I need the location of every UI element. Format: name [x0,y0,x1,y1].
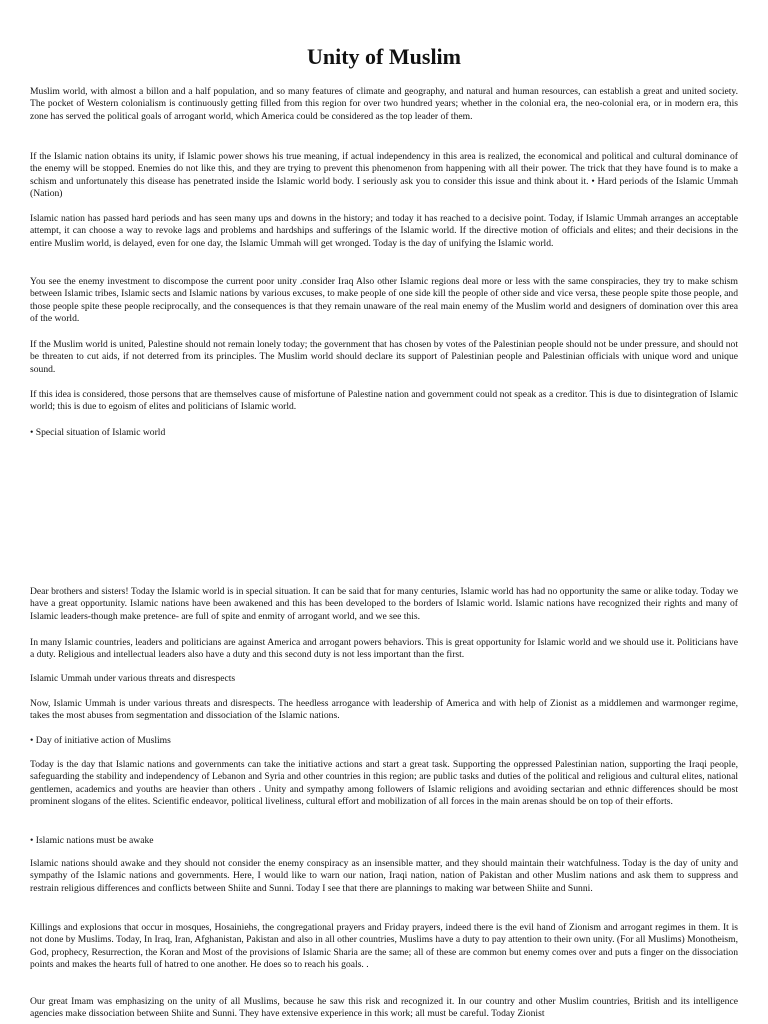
section-heading-special-situation: • Special situation of Islamic world [30,427,166,438]
paragraph-6: If this idea is considered, those persons that are themselves cause of misfortune of Palestine nation and government could not speak as a creditor. This is due to disintegration of Islamic world; this is due to egoism of elites and politicians of Islamic world. [30,389,738,413]
section-heading-initiative: • Day of initiative action of Muslims [30,735,171,746]
paragraph-4: You see the enemy investment to discompose the current poor unity .consider Iraq Also other Islamic regions deal more or less with the same conspiracies, they try to make schism between Islamic tribes, Islamic sects and Islamic nations by various excuses, to make people of one side kill the people of other side and vice versa, these people spite those people, and those people spite these people reciprocally, and the consequences is that they remain unaware of the real main enemy of the Muslim world and designers of domination over this area of the world. [30,276,738,325]
paragraph-1: Muslim world, with almost a billon and a half population, and so many features of climate and geography, and natural and human resources, can establish a great and united society. The pocket of Western colonialism is continuously getting filled from this region for over two hundred years; whether in the colonial era, the neo-colonial era, or in modern era, this zone has served the political goals of arrogant world, which America could be considered as the top leader of them. [30,86,738,122]
paragraph-5: If the Muslim world is united, Palestine should not remain lonely today; the government that has chosen by votes of the Palestinian people should not be under pressure, and should not be threaten to cut aids, if not deterred from its principles. The Muslim world should declare its support of Palestinian people and Palestinian officials with unique word and unique sound. [30,339,738,375]
section-heading-threats: Islamic Ummah under various threats and disrespects [30,673,236,684]
paragraph-3: Islamic nation has passed hard periods and has seen many ups and downs in the history; and today it has reached to a decisive point. Today, if Islamic Ummah arranges an acceptable attempt, it can choose a way to revoke lags and problems and hardships and sufferings of the Islamic world. If the directive motion of officials and elites; and their decisions in the entire Muslim world, is delayed, even for one day, the Islamic Ummah will get wronged. Today is the day of unifying the Islamic world. [30,213,738,249]
document-title: Unity of Muslim [307,44,461,69]
paragraph-2: If the Islamic nation obtains its unity, if Islamic power shows his true meaning, if actual independency in this area is realized, the economical and political and cultural dominance of the enemy will be stopped. Enemies do not like this, and they are trying to prevent this phenomenon from happening with all their power. The trick that they have found is to make a schism and unfortunately this disease has penetrated inside the Islamic world body. I seriously ask you to consider this issue and think about it. • Hard periods of the Islamic Ummah (Nation) [30,151,738,200]
paragraph-9: Now, Islamic Ummah is under various threats and disrespects. The heedless arrogance with leadership of America and with help of Zionist as a middlemen and warmonger regime, takes the most abuses from segmentation and dissociation of the Islamic nations. [30,698,738,722]
paragraph-8: In many Islamic countries, leaders and politicians are against America and arrogant powers behaviors. This is great opportunity for Islamic world and we should use it. Politicians have a duty. Religious and intellectual leaders also have a duty and this second duty is not less important than the first. [30,637,738,661]
paragraph-10: Today is the day that Islamic nations and governments can take the initiative actions and start a great task. Supporting the oppressed Palestinian nation, supporting the Iraqi people, safeguarding the stability and independency of Lebanon and Syria and other countries in this region; are public tasks and duties of the political and religious and cultural elites, national gentlemen, academics and youths are heavier than others . Unity and sympathy among followers of Islamic religions and avoiding sectarian and ethnic differences should be most prominent slogans of the elites. Scientific endeavor, political liveliness, cultural effort and mobilization of all forces in the main arenas should be on top of their efforts. [30,759,738,808]
paragraph-13: Our great Imam was emphasizing on the unity of all Muslims, because he saw this risk and recognized it. In our country and other Muslim countries, British and its intelligence agencies make dissociation between Shiite and Sunni. They have extensive experience in this work; all must be careful. Today Zionist [30,996,738,1020]
paragraph-7: Dear brothers and sisters! Today the Islamic world is in special situation. It can be said that for many centuries, Islamic world has had no opportunity the same or alike today. Today we have a great opportunity. Islamic nations have been awakened and this has been developed to the borders of Islamic world. Islamic nations have recognized their rights and many of Islamic leaders-though make pretence- are full of spite and enmity of arrogant world, and we see this. [30,586,738,622]
section-heading-awake: • Islamic nations must be awake [30,835,154,846]
paragraph-11: Islamic nations should awake and they should not consider the enemy conspiracy as an insensible matter, and they should maintain their watchfulness. Today is the day of unity and sympathy of the Islamic nations and governments. Here, I would like to warn our nation, Iraqi nation, nation of Pakistan and other Muslim nations and ask them to suppress and restrain religious differences and conflicts between Shiite and Sunni. Today I see that there are plannings to making war between Shiite and Sunni. [30,858,738,894]
paragraph-12: Killings and explosions that occur in mosques, Hosainiehs, the congregational prayers and Friday prayers, indeed there is the evil hand of Zionism and arrogant regimes in them. It is not done by Muslims. Today, In Iraq, Iran, Afghanistan, Pakistan and also in all other countries, Muslims have a duty to pay attention to their own unity. (For all Muslims) Monotheism, God, prophecy, Resurrection, the Koran and Most of the provisions of Islamic Sharia are the same; all of these are common but enemy comes over and puts a finger on the dissociation points and makes the hearts full of hatred to one another. He does so to reach his goals. . [30,922,738,971]
